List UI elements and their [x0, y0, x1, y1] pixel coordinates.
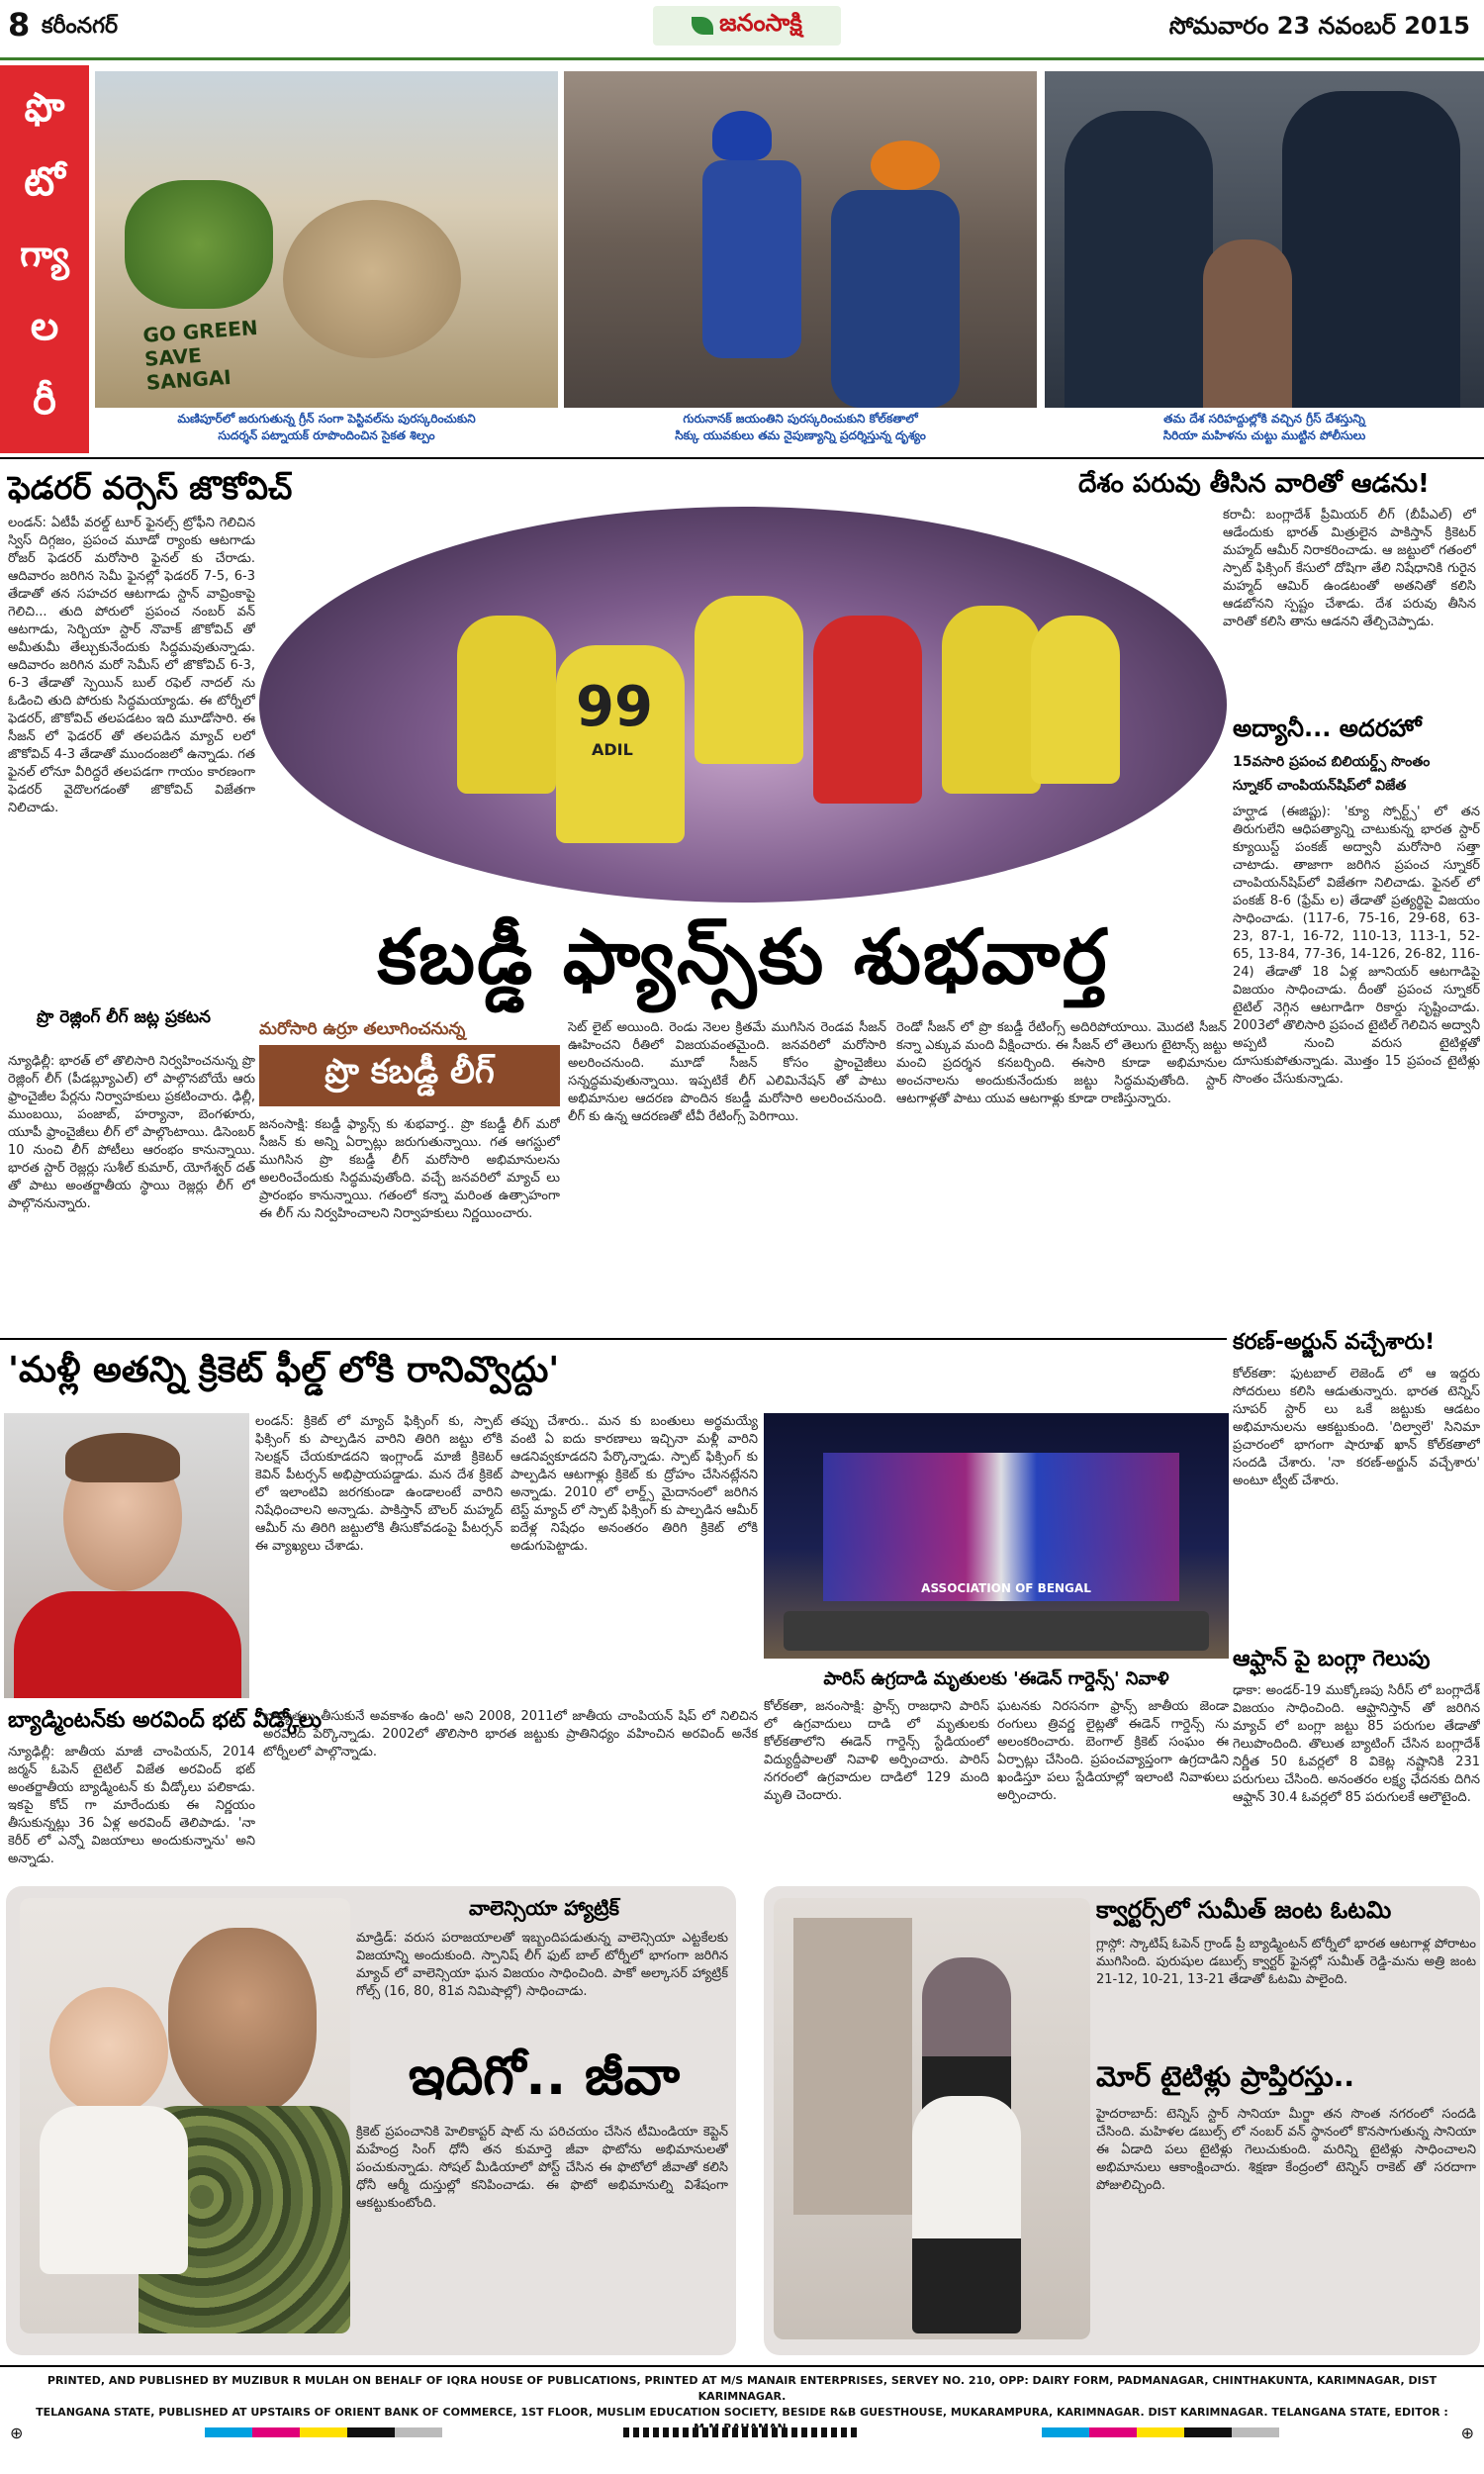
- ziva-title: ఇదిగో.. జీవా: [408, 2045, 681, 2107]
- sculpture-green: [125, 180, 273, 309]
- orange-turban: [871, 141, 940, 190]
- street-cars: [784, 1611, 1209, 1651]
- sania-subhead: మోర్ టైటిళ్లు ప్రాప్తిరస్తు..: [1096, 2060, 1354, 2093]
- photo-caption: తమ దేశ సరిహద్దుల్లోకి వచ్చిన గ్రీస్ దేశస్తున్ని సిరియా మహిళను చుట్టు ముట్టిన పోలీసులు: [1162, 412, 1366, 442]
- masthead-logo: [653, 6, 841, 46]
- federer-body: లండన్: ఏటీపీ వరల్డ్ టూర్ ఫైనల్స్ ట్రోఫీని గెలిచిన స్విస్ దిగ్గజం, ప్రపంచ మూడో ర్యాంకు ఆటగాడు రోజర్ ఫెడరర్ మరోసారి ఫైనల్ కు చేరాడు. ఆదివారం జరిగిన సెమీ ఫైనల్లో ఫెడరర్ 7-5, 6-3 తేడాతో తన సహచర ఆటగాడు స్టాన్ వావ్రింకాపై గెలిచి... తుది పోరులో ప్రపంచ నంబర్ వన్ ఆటగాడు, సెర్బియా స్టార్ నొవాక్ జొకోవిచ్ తో అమీతుమీ తేల్చుకునేందుకు సిద్ధమవుతున్నాడు. ఆదివారం జరిగిన మరో సెమీస్ లో జొకోవిచ్ 6-3, 6-3 తేడాతో స్పెయిన్ బుల్ రఫెల్ నాదల్ ను ఓడించి తుది పోరుకు సిద్ధమయ్యాడు. ఈ టోర్నీలో ఫెడరర్, జొకోవిచ్ తలపడటం ఇది మూడోసారి. ఈ సీజన్ లో ఫెడరర్ తో తలపడిన మ్యాచ్ లలో జొకోవిచ్ 4-3 తేడాతో ముందంజలో ఉన్నాడు. గత ఫైనల్ లోనూ వీరిద్దరే తలపడగా గాయం కారణంగా ఫెడరర్ వైదొలగడంతో జొకోవిచ్ విజేతగా నిలిచాడు.: [8, 516, 255, 815]
- footer-line: PRINTED, AND PUBLISHED BY MUZIBUR R MULAH ON BEHALF OF IQRA HOUSE OF PUBLICATIONS, PRINTED AT M/S MANAIR ENTERPRISES, SERVEY NO. 210, OPP: DAIRY FORM, PADMANAGAR, CHINTHAKUNTA, KARIMNAGAR, DIST KARIMNAGAR.: [46, 2374, 1438, 2403]
- issue-date: సోమవారం 23 నవంబర్ 2015: [1168, 12, 1470, 40]
- pietersen-col1: లండన్: క్రికెట్ లో మ్యాచ్ ఫిక్సింగ్ కు, స్పాట్ ఫిక్సింగ్ కు పాల్పడిన వారిని తిరిగి జట్టు లోకి సెలక్షన్ చేయకూడదని ఇంగ్లాండ్ మాజీ క్రికెటర్ కెవిన్ పీటర్సన్ అభిప్రాయపడ్డాడు. మన దేశ క్రికెట్ లో ఇలాంటివి జరగకుండా ఉండాలంటే వారిని నిషేధించాలని అన్నాడు. పాకిస్తాన్ బౌలర్ మహ్మద్ ఆమీర్ ను తిరిగి జట్టులోకి తీసుకోవడంపై పీటర్సన్ ఈ వ్యాఖ్యలు చేశాడు.: [255, 1414, 503, 1554]
- photo-caption: మణిపూర్‌లో జరుగుతున్న గ్రీన్ సంగా పెస్టివల్‌ను పురస్కరించుకుని సుదర్శన్ పట్నాయక్ రూపొందించిన సైకత శిల్పం: [177, 412, 476, 442]
- desham-body: కరాచీ: బంగ్లాదేశ్ ప్రీమియర్ లీగ్ (బీపీఎల్) లో ఆడేందుకు భారత్ మిత్రులైన పాకిస్తాన్ క్రికెటర్ మహ్మద్ ఆమీర్ నిరాకరించాడు. ఆ జట్టులో గతంలో స్పాట్ ఫిక్సింగ్ కేసులో దోషిగా తేలి నిషేధానికి గురైన మహ్మద్ ఆమిర్ ఉండటంతో అతనితో కలిసి ఆడబోనని స్పష్టం చేశాడు. దేశ పరువు తీసిన వారితో కలిసి తాను ఆడనని తేల్చిచెప్పాడు.: [1223, 508, 1476, 629]
- color-bar: [623, 2427, 861, 2437]
- sand-sculpture-photo: [95, 71, 558, 408]
- footer-rule: [0, 2365, 1484, 2367]
- player-yellow: [695, 596, 803, 764]
- badminton-body: న్యూఢిల్లీ: జాతీయ మాజీ చాంపియన్, 2014 జర్మన్ ఓపెన్ టైటిల్ విజేత అరవింద్ భట్ అంతర్జాతీయ బ్యాడ్మింటన్ కు వీడ్కోలు పలికాడు. ఇకపై కోచ్ గా మారేందుకు ఈ నిర్ణయం తీసుకున్నట్లు 36 ఏళ్ల అరవింద్ తెలిపాడు. 'నా కెరీర్ లో ఎన్నో విజయాలు అందుకున్నాను' అని అన్నాడు.: [8, 1745, 255, 1866]
- dhoni-head: [168, 1928, 317, 2116]
- pietersen-photo: [4, 1413, 249, 1698]
- afghan-headline: ఆఫ్ఘాన్ పై బంగ్లా గెలుపు: [1233, 1647, 1431, 1671]
- gallery-char: గ్యా: [20, 234, 69, 275]
- gallery-rule: [0, 457, 1484, 459]
- registration-mark-icon: ⊕: [10, 2423, 24, 2442]
- player-yellow: [457, 616, 556, 794]
- valencia-headline: వాలెన్సియా హ్యాట్రిక్: [468, 1896, 619, 1920]
- page-number: 8: [8, 6, 31, 44]
- woman-figure: [1203, 239, 1292, 408]
- karan-headline: కరణ్-అర్జున్ వచ్చేశారు!: [1233, 1330, 1436, 1355]
- gallery-char: ల: [30, 303, 59, 349]
- sculpture-face: [283, 200, 461, 358]
- adyani-subhead: 15వసారి ప్రపంచ బిలియర్డ్స్ సొంతం: [1233, 754, 1431, 770]
- badminton-headline: బ్యాడ్మింటన్‌కు అరవింద్ భట్ వీడ్కోలు: [8, 1708, 323, 1733]
- color-bar: [1042, 2427, 1279, 2437]
- player-red: [813, 616, 922, 804]
- section-rule: [0, 1338, 1227, 1340]
- eden-photo: [764, 1413, 1229, 1659]
- quarters-headline: క్వార్టర్స్‌లో సుమీత్ జంట ఓటమి: [1096, 1896, 1392, 1924]
- kabaddi-col3: రెండో సీజన్ లో ప్రొ కబడ్డీ రేటింగ్స్ అదిరిపోయాయి. మొదటి సీజన్ కన్నా ఎక్కువ మంది వీక్షించారు. ఈ సీజన్ లో తెలుగు టైటాన్స్ జట్టు మంచి ప్రదర్శన కనబర్చింది. ఈసారి కూడా అభిమానుల అంచనాలను అందుకునేందుకు జట్టు సిద్ధమవుతోంది. స్టార్ ఆటగాళ్లతో పాటు యువ ఆటగాళ్లు కూడా రాణిస్తున్నారు.: [896, 1020, 1227, 1106]
- eden-col1: కోల్‌కతా, జనంసాక్షి: ఫ్రాన్స్ రాజధాని పారిస్ లో ఉగ్రవాదులు దాడి లో మృతులకు కోల్‌కతాలోని ఈడెన్ గార్డెన్స్ స్టేడియంలో విద్యుద్దీపాలతో నివాళి అర్పించారు. పారిస్ నగరంలో ఉగ్రవాదుల దాడిలో 129 మంది మృతి చెందారు.: [764, 1699, 989, 1803]
- player-yellow: [556, 645, 685, 843]
- pietersen-col2: తప్పు చేశారు.. మన కు బంతులు అర్థమయ్యే వంటి ఏ ఐదు కారణాలు ఇచ్చినా మళ్లీ వారిని ఆడనివ్వకూడదని పేర్కొన్నాడు. స్పాట్ ఫిక్సింగ్ కు పాల్పడిన ఆటగాళ్లు క్రికెట్ కు ద్రోహం చేసినట్లేనని అన్నాడు. 2010 లో లార్డ్స్ మైదానంలో జరిగిన టెస్ట్ మ్యాచ్ లో స్పాట్ ఫిక్సింగ్ కు పాల్పడిన ఆమీర్ ఐదేళ్ల నిషేధం అనంతరం తిరిగి క్రికెట్ లోకి అడుగుపెట్టాడు.: [510, 1414, 758, 1554]
- gallery-char: రీ: [33, 378, 56, 425]
- photo-gallery: [0, 65, 1484, 461]
- photo-caption: గురునానక్ జయంతిని పురస్కరించుకుని కోల్‌కతాలో సిక్కు యువకులు తమ నైపుణ్యాన్ని ప్రదర్శిస్తున్న దృశ్యం: [675, 412, 926, 442]
- leaf-icon: [692, 17, 713, 35]
- karan-body: కోల్‌కతా: ఫుటబాల్ లెజెండ్ లో ఆ ఇద్దరు సోదరులు కలిసి ఆడుతున్నారు. భారత టెన్నిస్ సూపర్ స్టార్ లు ఒకే జట్టుకు ఆడటం అభిమానులను ఆకట్టుకుంది. 'దిల్వాలే' సినిమా ప్రచారంలో భాగంగా షారూఖ్ ఖాన్ కోల్‌కతాలో సందడి చేశారు. 'నా కరణ్-అర్జున్ వచ్చేశారు' అంటూ ట్వీట్ చేశారు.: [1233, 1367, 1480, 1488]
- kabaddi-headline: కబడ్డీ ఫ్యాన్స్‌కు శుభవార్త: [377, 912, 1109, 1000]
- header-rule: [0, 57, 1484, 60]
- adyani-subhead: స్నూకర్ చాంపియన్‌షిప్‌లో విజేత: [1233, 778, 1407, 794]
- jersey-name: ADIL: [592, 740, 633, 759]
- masthead-title: జనంసాక్షి: [719, 9, 802, 37]
- desham-headline: దేశం పరువు తీసిన వారితో ఆడను!: [1078, 469, 1430, 499]
- officer-2: [1282, 91, 1460, 408]
- player-yellow: [1031, 616, 1120, 784]
- kabaddi-col1: జనంసాక్షి: కబడ్డీ ఫ్యాన్స్ కు శుభవార్త.. ప్రొ కబడ్డీ లీగ్ మరో సీజన్ కు అన్ని ఏర్పాట్లు జరుగుతున్నాయి. గత ఆగస్టులో ముగిసిన ప్రొ కబడ్డీ లీగ్ మరోసారి అభిమానులను అలరించేందుకు సిద్ధమవుతోంది. వచ్చే జనవరిలో మ్యాచ్ లు ప్రారంభం కానున్నాయి. గతంలో కన్నా మరింత ఉత్సాహంగా ఈ లీగ్ ను నిర్వహించాలని నిర్వాహకులు నిర్ణయించారు.: [259, 1117, 560, 1221]
- baby-outfit: [40, 2106, 188, 2274]
- performer-turban: [712, 111, 772, 160]
- performer2-body: [831, 190, 960, 408]
- adyani-body: హర్ఘాడ (ఈజిప్టు): 'క్యూ స్పోర్ట్స్' లో తన తిరుగులేని ఆధిపత్యాన్ని చాటుకున్న భారత స్టార్ క్యూయిస్ట్ పంకజ్ అద్వానీ మరోసారి సత్తా చాటాడు. తాజాగా జరిగిన ప్రపంచ స్నూకర్ చాంపియన్‌షిప్‌లో విజేతగా నిలిచాడు. ఫైనల్ లో పంకజ్ 8-6 (ఫ్రేమ్ ల) తేడాతో ప్రత్యర్థిపై విజయం సాధించాడు. (117-6, 75-16, 29-68, 63-23, 87-1, 16-72, 110-13, 113-1, 52-65, 13-84, 77-36, 14-126, 26-82, 116-24) తేడాతో 18 ఏళ్ల జూనియర్ ఆటగాడిపై విజయం సాధించాడు. దీంతో ప్రపంచ స్నూకర్ టైటిల్ నెగ్గిన ఆటగాడిగా రికార్డు సృష్టించాడు. 2003లో తొలిసారి ప్రపంచ టైటిల్ గెలిచిన అద్వానీ అప్పటి నుంచి వరుస టైటిళ్లతో దూసుకుపోతున్నాడు. మొత్తం 15 ప్రపంచ టైటిళ్లు సొంతం చేసుకున్నాడు.: [1233, 805, 1480, 1087]
- color-bar: [205, 2427, 442, 2437]
- kabaddi-col2: సెట్ లైట్ అయింది. రెండు నెలల క్రితమే ముగిసిన రెండవ సీజన్ ఊహించని రీతిలో విజయవంతమైంది. జనవరిలో మరోసారి అలరించనుంది. మూడో సీజన్ కోసం ఫ్రాంచైజీలు సన్నద్ధమవుతున్నాయి. ఇప్పటికే లీగ్ ఎలిమినేషన్ తో పాటు అభిమానుల ఆదరణ పొందిన కబడ్డీ మరోసారి అలరించనుంది. లీగ్ కు ఉన్న ఆదరణతో టీవీ రేటింగ్స్ పెరిగాయి.: [568, 1020, 886, 1124]
- kabaddi-photo: [259, 507, 1227, 903]
- player-yellow: [942, 606, 1041, 794]
- gallery-char: టో: [24, 159, 65, 206]
- gallery-label: [0, 65, 89, 453]
- gallery-char: ఫొ: [24, 84, 65, 131]
- performer-body: [702, 160, 801, 358]
- adyani-headline: అద్యానీ... అదరహో: [1233, 714, 1422, 742]
- player-hair: [65, 1433, 180, 1482]
- kabaddi-label: ప్రొ కబడ్డీ లీగ్: [259, 1045, 560, 1106]
- pietersen-headline: 'మళ్లీ అతన్ని క్రికెట్ ఫీల్డ్ లోకి రానివ్వొద్దు': [8, 1350, 560, 1390]
- afghan-body: ఢాకా: అండర్-19 ముక్కోణపు సిరీస్ లో బంగ్లాదేశ్ విజయం సాధించింది. ఆఫ్ఘానిస్తాన్ తో జరిగిన మ్యాచ్ లో బంగ్లా జట్టు 85 పరుగుల తేడాతో గెలుపొందింది. తొలుత బ్యాటింగ్ చేసిన బంగ్లాదేశ్ నిర్ణీత 50 ఓవర్లలో 8 వికెట్ల నష్టానికి 231 పరుగులు చేసింది. అనంతరం లక్ష్య ఛేదనకు దిగిన ఆఫ్ఘాన్ 30.4 ఓవర్లలో 85 పరుగులకే ఆలౌటైంది.: [1233, 1683, 1480, 1805]
- police-photo: [1045, 71, 1484, 408]
- building-sign: ASSOCIATION OF BENGAL: [921, 1581, 1091, 1595]
- footer-line: TELANGANA STATE, PUBLISHED AT UPSTAIRS OF ORIENT BANK OF COMMERCE, 1ST FLOOR, MUSLIM EDUCATION SOCIETY, BESIDE R&B GUESTHOUSE, MUKARAMPURA, KARIMNAGAR. DIST KARIMNAGAR. TELANGANA STATE, EDITOR :: [36, 2406, 1448, 2419]
- pietersen-col3: బాధ్యతలు తీసుకునే అవకాశం ఉంది' అని 2008, 2011లో జాతీయ చాంపియన్ షిప్ లో నిలిచిన అరవింద్ పేర్కొన్నాడు. 2002లో తొలిసారి భారత జట్టుకు ప్రాతినిధ్యం వహించిన అరవింద్ అనేక టోర్నీలలో పాల్గొన్నాడు.: [263, 1709, 758, 1760]
- sikh-martial-photo: [564, 71, 1037, 408]
- wrestling-subhead: ప్రొ రెజ్లింగ్ లీగ్ జట్ల ప్రకటన: [37, 1007, 211, 1027]
- wrestling-body: న్యూఢిల్లీ: భారత్ లో తొలిసారి నిర్వహించనున్న ప్రొ రెజ్లింగ్ లీగ్ (పీడబ్ల్యూఎల్) లో పాల్గొనబోయే ఆరు ఫ్రాంచైజీల పేర్లను నిర్వాహకులు ప్రకటించారు. ఢిల్లీ, ముంబయి, పంజాబ్, హర్యానా, బెంగళూరు, యూపీ ఫ్రాంచైజీలు లీగ్ లో పాల్గొంటాయి. డిసెంబర్ 10 నుంచి లీగ్ పోటీలు ఆరంభం కానున్నాయి. భారత స్టార్ రెజ్లర్లు సుశీల్ కుమార్, యోగేశ్వర్ దత్ తో పాటు అంతర్జాతీయ స్థాయి రెజ్లర్లు లీగ్ లో పాల్గొననున్నారు.: [8, 1054, 255, 1211]
- registration-mark-icon: ⊕: [1460, 2423, 1474, 2442]
- eden-headline: పారిస్ ఉగ్రదాడి మృతులకు 'ఈడెన్ గార్డెన్స్' నివాళి: [823, 1668, 1169, 1689]
- sania-photo: [774, 1898, 1090, 2339]
- officer-1: [1065, 111, 1213, 408]
- page-header: [0, 0, 1484, 67]
- player-shirt: [14, 1591, 241, 1698]
- ziva-body: క్రికెట్ ప్రపంచానికి హెలికాప్టర్ షాట్ ను పరిచయం చేసిన టీమిండియా కెప్టెన్ మహేంద్ర సింగ్ ధోనీ తన కుమార్తె జీవా ఫొటోను అభిమానులతో పంచుకున్నాడు. సోషల్ మీడియాలో పోస్ట్ చేసిన ఈ ఫొటోలో జీవాతో కలిసి ధోనీ ఆర్మీ దుస్తుల్లో కనిపించాడు. ఈ ఫొటో అభిమానుల్ని విశేషంగా ఆకట్టుకుంటోంది.: [356, 2125, 728, 2211]
- dhoni-ziva-photo: [20, 1898, 350, 2333]
- player-figure: [912, 2096, 1021, 2333]
- jersey-number: 99: [576, 675, 653, 739]
- eden-col2: ఘటనకు నిరసనగా ఫ్రాన్స్ జాతీయ జెండా రంగులు త్రివర్ణ లైట్లతో ఈడెన్ గార్డెన్స్ ను అలంకరించారు. బెంగాల్ క్రికెట్ సంఘం ఈ ఏర్పాట్లు చేసింది. ప్రపంచవ్యాప్తంగా ఉగ్రదాడిని ఖండిస్తూ పలు స్టేడియాల్లో ఇలాంటి నివాళులు అర్పించారు.: [997, 1699, 1229, 1803]
- baby-head: [49, 1987, 168, 2116]
- valencia-body: మాడ్రిడ్: వరుస పరాజయాలతో ఇబ్బందిపడుతున్న వాలెన్సియా ఎట్టకేలకు విజయాన్ని అందుకుంది. స్పానిష్ లీగ్ ఫుట్ బాల్ టోర్నీలో భాగంగా జరిగిన మ్యాచ్ లో వాలెన్సియా ఘన విజయం సాధించింది. పాకో అల్కాసర్ హ్యాట్రిక్ గోల్స్ (16, 80, 81వ నిమిషాల్లో) సాధించాడు.: [356, 1931, 728, 1999]
- kabaddi-subhead: మరోసారి ఉర్రూ తలూగించనున్న: [259, 1019, 466, 1039]
- federer-headline: ఫెడరర్ వర్సెస్ జొకోవిచ్: [8, 469, 293, 507]
- registration-strip: [0, 2423, 1484, 2442]
- quarters-body: గ్లాస్గో: స్కాటిష్ ఓపెన్ గ్రాండ్ ప్రీ బ్యాడ్మింటన్ టోర్నీలో భారత ఆటగాళ్ల పోరాటం ముగిసింది. పురుషుల డబుల్స్ క్వార్టర్ ఫైనల్లో సుమీత్ రెడ్డి-మను అత్రి జంట 21-12, 10-21, 13-21 తేడాతో ఓటమి పాలైంది.: [1096, 1937, 1476, 1987]
- door-frame: [793, 1918, 912, 2215]
- building-facade: [823, 1453, 1179, 1601]
- edition-name: కరీంనగర్: [42, 14, 119, 39]
- sania-body: హైదరాబాద్: టెన్నిస్ స్టార్ సానియా మీర్జా తన సొంత నగరంలో సందడి చేసింది. మహిళల డబుల్స్ లో నంబర్ వన్ స్థానంలో కొనసాగుతున్న సానియా ఈ ఏడాది పలు టైటిళ్లు గెలుచుకుంది. మరిన్ని టైటిళ్లు సాధించాలని అభిమానులు ఆకాంక్షించారు. శిక్షణా కేంద్రంలో టెన్నిస్ రాకెట్ తో సరదాగా పోజులిచ్చింది.: [1096, 2107, 1476, 2193]
- sculpture-sign: GO GREEN SAVE SANGAI: [141, 315, 259, 395]
